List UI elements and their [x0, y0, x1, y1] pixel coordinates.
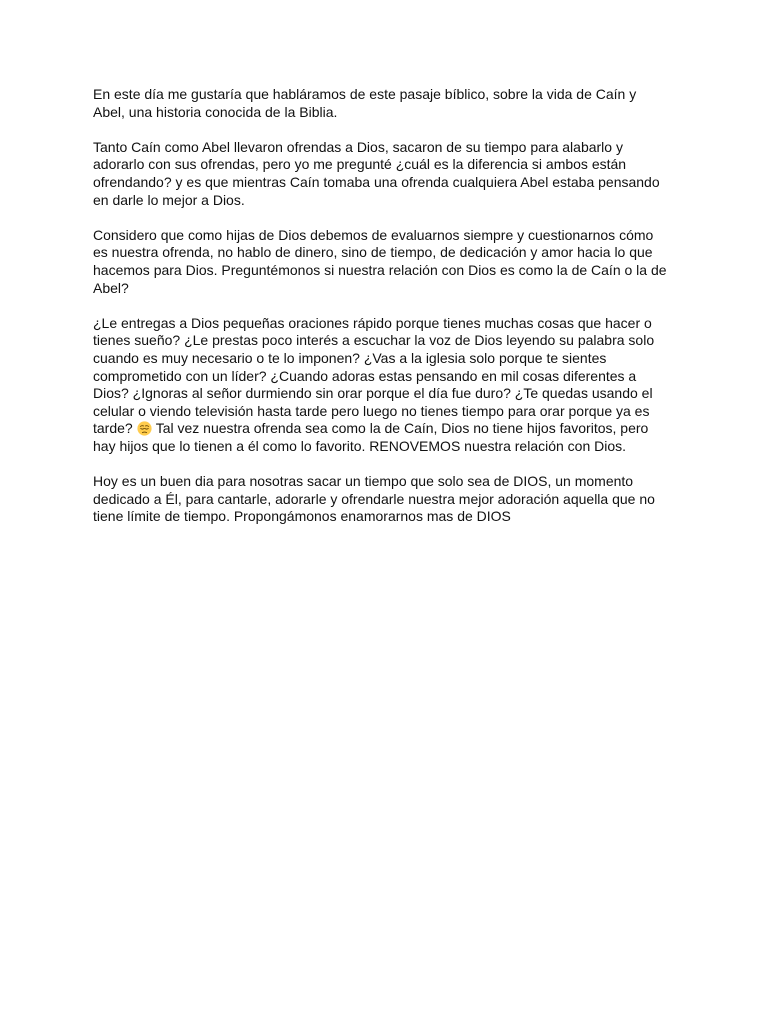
text-line: Considero que como hijas de Dios debemos de evaluarnos siempre y cuestionarnos cómo — [93, 226, 654, 243]
text-line: comprometido con un líder? ¿Cuando adoras estas pensando en mil cosas diferentes a — [93, 367, 637, 384]
text-line: Tanto Caín como Abel llevaron ofrendas a Dios, sacaron de su tiempo para alabarlo y — [93, 138, 623, 155]
text-line: cuando es muy necesario o te lo imponen? ¿Vas a la iglesia solo porque te sientes — [93, 349, 607, 366]
text-fragment: Tal vez nuestra ofrenda sea como la de Caín, Dios no tiene hijos favoritos, pero — [155, 420, 649, 437]
text-line: Abel, una historia conocida de la Biblia. — [93, 103, 338, 120]
text-line: en darle lo mejor a Dios. — [93, 191, 245, 208]
paragraph-reflection — [93, 227, 713, 297]
text-fragment: tarde? — [93, 420, 133, 437]
text-line: Abel? — [93, 279, 129, 296]
pensive-face-icon — [137, 421, 152, 436]
text-line: adorarlo con sus ofrendas, pero yo me pregunté ¿cuál es la diferencia si ambos están — [93, 156, 627, 173]
text-line: ¿Le entregas a Dios pequeñas oraciones rápido porque tienes muchas cosas que hacer o — [93, 314, 652, 331]
text-line: tienes sueño? ¿Le prestas poco interés a escuchar la voz de Dios leyendo su palabra solo — [93, 332, 655, 349]
paragraph-intro — [93, 86, 713, 121]
text-line: es nuestra ofrenda, no hablo de dinero, sino de tiempo, de dedicación y amor hacia lo que — [93, 244, 653, 261]
text-line: ofrendando? y es que mientras Caín tomaba una ofrenda cualquiera Abel estaba pensando — [93, 173, 660, 190]
text-line: En este día me gustaría que habláramos de este pasaje bíblico, sobre la vida de Caín y — [93, 86, 637, 102]
text-line: dedicado a Él, para cantarle, adorarle y ofrendarle nuestra mejor adoración aquella que no — [93, 490, 655, 507]
text-line: Dios? ¿Ignoras al señor durmiendo sin orar porque el día fue duro? ¿Te quedas usando el — [93, 385, 653, 402]
text-line: tiene límite de tiempo. Propongámonos enamorarnos mas de DIOS — [93, 508, 511, 525]
paragraph-questions — [93, 315, 713, 456]
text-line: Hoy es un buen dia para nosotras sacar un tiempo que solo sea de DIOS, un momento — [93, 473, 634, 490]
text-line: celular o viendo televisión hasta tarde pero luego no tienes tiempo para orar porque ya es — [93, 402, 650, 419]
document-body — [93, 86, 713, 543]
text-line: hacemos para Dios. Preguntémonos si nuestra relación con Dios es como la de Caín o la de — [93, 261, 667, 278]
text-line: hay hijos que lo tienen a él como lo favorito. RENOVEMOS nuestra relación con Dios. — [93, 437, 627, 454]
text-line-with-emoji — [93, 420, 713, 438]
paragraph-offerings — [93, 139, 713, 209]
paragraph-closing — [93, 473, 713, 526]
